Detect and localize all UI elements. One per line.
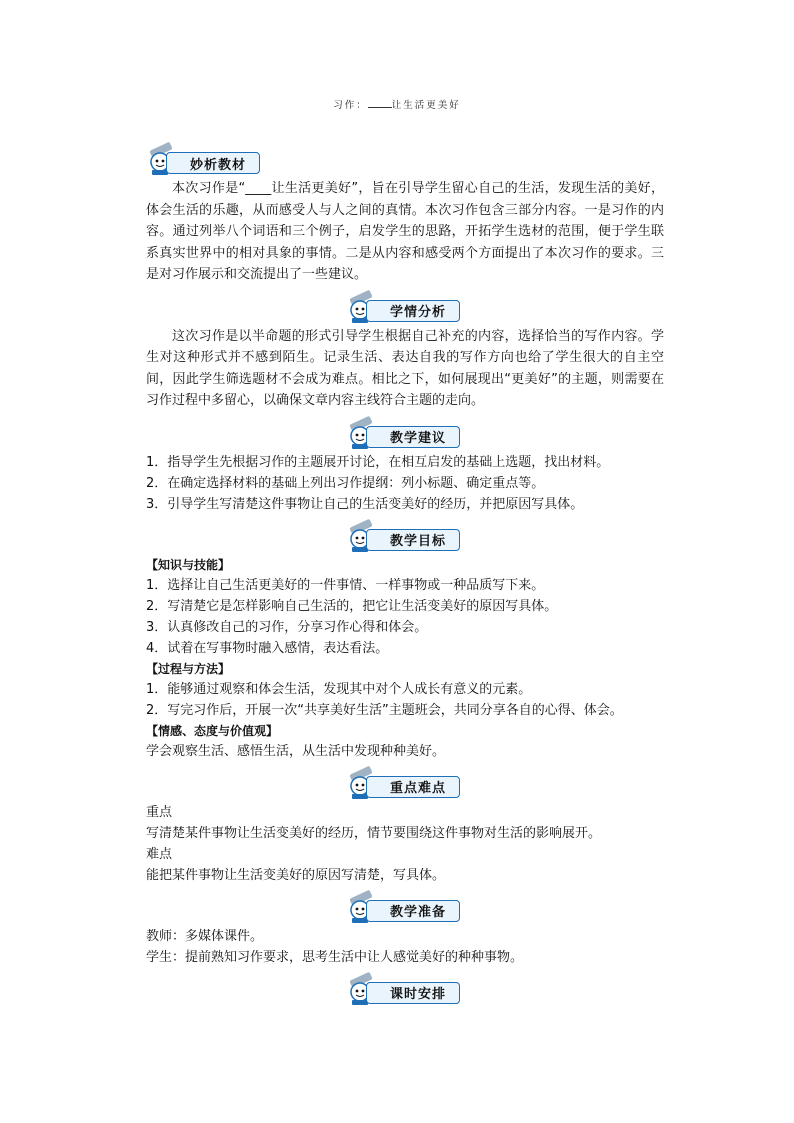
- section-title: 教学准备: [366, 900, 460, 922]
- title-suffix: 让生活更美好: [391, 100, 461, 111]
- subheading-emotion: 【情感、态度与价值观】: [146, 723, 279, 738]
- title-prefix: 习作：: [333, 100, 368, 111]
- section-header-key-points: [346, 766, 464, 800]
- section-header-preparation: [346, 890, 464, 924]
- subheading-knowledge: 【知识与技能】: [146, 557, 231, 572]
- key-text: 写清楚某件事物让生活变美好的经历，情节要围绕这件事物对生活的影响展开。: [146, 825, 602, 841]
- learner-analysis-paragraph: 这次习作是以半命题的形式引导学生根据自己补充的内容，选择恰当的写作内容。学生对这种形式并不感到陌生。记录生活、表达自我的写作方向也给了学生很大的自主空间，因此学生筛选题材不会成为难点。相比之下，如何展现出“更美好”的主题，则需要在习作过程中多留心，以确保文章内容主线符合主题的走向。: [146, 328, 664, 408]
- section-title: 课时安排: [366, 982, 460, 1004]
- section-title: 学情分析: [366, 300, 460, 322]
- section-header-objectives: [346, 519, 464, 553]
- emotion-text: 学会观察生活、感悟生活，从生活中发现种种美好。: [146, 743, 446, 759]
- list-item: 1．选择让自己生活更美好的一件事情、一样事物或一种品质写下来。: [146, 577, 545, 593]
- page-title: [0, 97, 794, 111]
- list-item: 1．指导学生先根据习作的主题展开讨论，在相互启发的基础上选题，找出材料。: [146, 454, 610, 470]
- teacher-prep: 教师：多媒体课件。: [146, 928, 264, 944]
- section-title: 教学目标: [366, 529, 460, 551]
- difficulty-label: 难点: [146, 846, 173, 862]
- list-item: 1．能够通过观察和体会生活，发现其中对个人成长有意义的元素。: [146, 681, 532, 697]
- list-item: 4．试着在写事物时融入感情，表达看法。: [146, 640, 389, 656]
- list-item: 2．写清楚它是怎样影响自己生活的，把它让生活变美好的原因写具体。: [146, 598, 558, 614]
- section-title: 重点难点: [366, 776, 460, 798]
- section-title: 妙析教材: [166, 152, 260, 174]
- section-header-suggestions: [346, 416, 464, 450]
- difficulty-text: 能把某件事物让生活变美好的原因写清楚，写具体。: [146, 867, 446, 883]
- textbook-analysis-paragraph: 本次习作是“____让生活更美好”，旨在引导学生留心自己的生活，发现生活的美好，体会生活的乐趣，从而感受人与人之间的真情。本次习作包含三部分内容。一是习作的内容。通过列举八个词语和三个例子，启发学生的思路，开拓学生选材的范围，便于学生联系真实世界中的相对具象的事情。二是从内容和感受两个方面提出了本次习作的要求。三是对习作展示和交流提出了一些建议。: [146, 181, 664, 282]
- subheading-process: 【过程与方法】: [146, 661, 231, 676]
- student-prep: 学生：提前熟知习作要求，思考生活中让人感觉美好的种种事物。: [146, 949, 524, 965]
- key-label: 重点: [146, 804, 173, 820]
- section-title: 教学建议: [366, 426, 460, 448]
- list-item: 2．写完习作后，开展一次“共享美好生活”主题班会，共同分享各自的心得、体会。: [146, 702, 623, 718]
- list-item: 3．认真修改自己的习作，分享习作心得和体会。: [146, 619, 428, 635]
- title-blank: [368, 99, 392, 108]
- section-header-textbook: [146, 142, 264, 176]
- list-item: 2．在确定选择材料的基础上列出习作提纲：列小标题、确定重点等。: [146, 475, 545, 491]
- section-header-schedule: [346, 972, 464, 1006]
- section-header-learner: [346, 290, 464, 324]
- list-item: 3．引导学生写清楚这件事物让自己的生活变美好的经历，并把原因写具体。: [146, 496, 584, 512]
- document-body: [146, 138, 664, 1008]
